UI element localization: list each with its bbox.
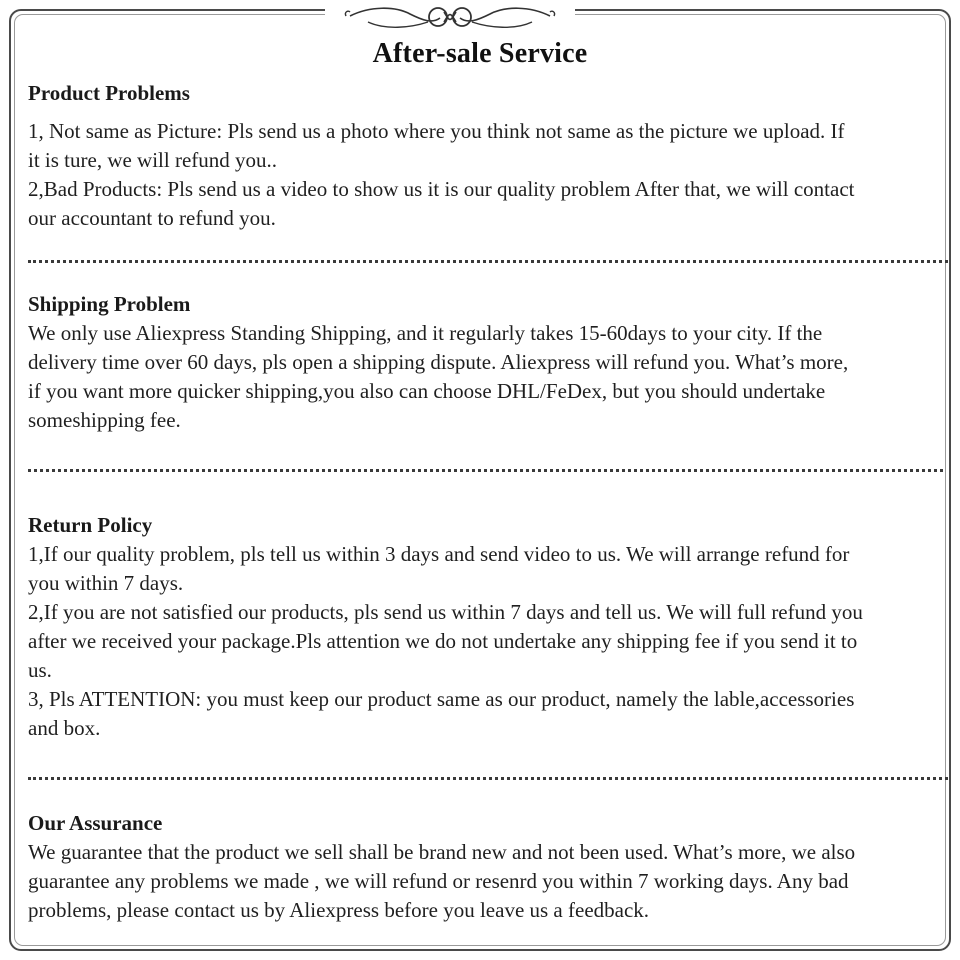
section-body-shipping [28,319,946,435]
dotted-divider [28,469,943,472]
paragraph-line: 1, Not same as Picture: Pls send us a photo where you think not same as the picture we upload. If [28,119,845,143]
paragraph-line: us. [28,658,52,682]
section-heading-product: Product Problems [28,81,190,105]
paragraph-line: our accountant to refund you. [28,206,276,230]
paragraph-line: We only use Aliexpress Standing Shipping, and it regularly takes 15-60days to your city. If the [28,321,823,345]
paragraph-line: you within 7 days. [28,571,184,595]
section-heading-shipping: Shipping Problem [28,292,191,316]
paragraph-line: 2,If you are not satisfied our products, pls send us within 7 days and tell us. We will full refund you [28,600,863,624]
paragraph-line: and box. [28,716,101,740]
section-body-product [28,117,946,233]
dotted-divider [28,777,948,780]
paragraph-line: 2,Bad Products: Pls send us a video to show us it is our quality problem After that, we will contact [28,177,855,201]
paragraph-line: it is ture, we will refund you.. [28,148,278,172]
section-body-assurance [28,838,946,925]
paragraph-line: We guarantee that the product we sell shall be brand new and not been used. What’s more, we also [28,840,856,864]
page-title: After-sale Service [372,38,588,69]
section-body-return [28,540,946,743]
paragraph-line: 3, Pls ATTENTION: you must keep our product same as our product, namely the lable,accessories [28,687,855,711]
paragraph-line: delivery time over 60 days, pls open a shipping dispute. Aliexpress will refund you. What’s more, [28,350,849,374]
paragraph-line: guarantee any problems we made , we will refund or resenrd you within 7 working days. Any bad [28,869,849,893]
paragraph-line: if you want more quicker shipping,you also can choose DHL/FeDex, but you should undertake [28,379,826,403]
flourish-ornament-icon [340,2,560,34]
paragraph-line: after we received your package.Pls attention we do not undertake any shipping fee if you send it to [28,629,858,653]
paragraph-line: 1,If our quality problem, pls tell us within 3 days and send video to us. We will arrange refund for [28,542,850,566]
section-heading-assurance: Our Assurance [28,811,163,835]
paragraph-line: someshipping fee. [28,408,181,432]
dotted-divider [28,260,948,263]
section-heading-return: Return Policy [28,513,153,537]
paragraph-line: problems, please contact us by Aliexpress before you leave us a feedback. [28,898,650,922]
